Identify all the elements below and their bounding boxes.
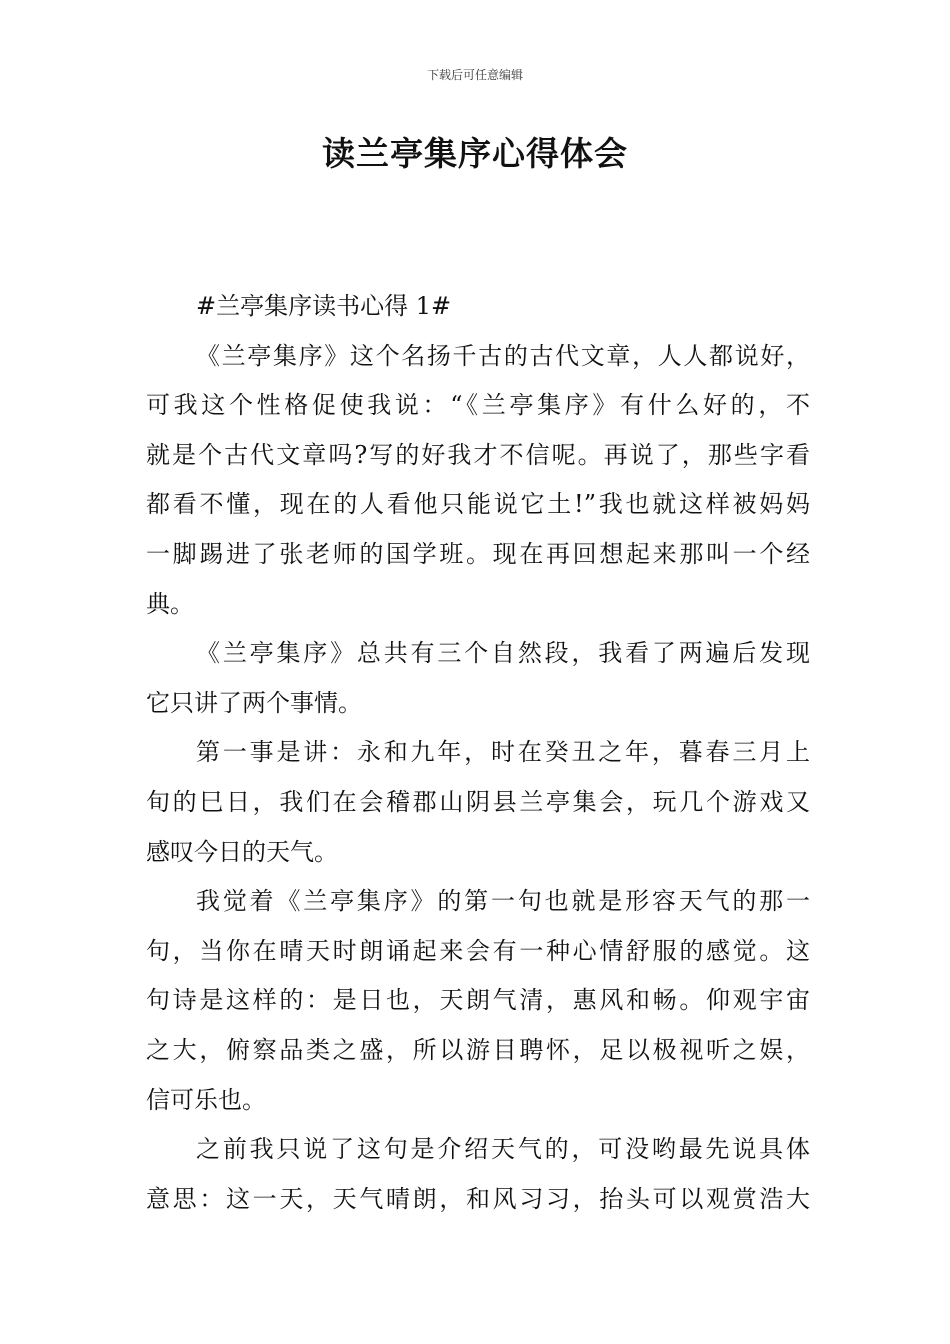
paragraph-line: 意思：这一天，天气晴朗，和风习习，抬头可以观赏浩大 — [146, 1184, 810, 1213]
document-body — [146, 282, 810, 1224]
paragraph-line: 信可乐也。 — [146, 1085, 266, 1114]
paragraph-line: 感叹今日的天气。 — [146, 837, 338, 866]
paragraph-line: 一脚踢进了张老师的国学班。现在再回想起来那叫一个经 — [146, 539, 810, 568]
paragraph-line: 典。 — [146, 589, 194, 618]
page-title: 读兰亭集序心得体会 — [322, 134, 628, 173]
header-note: 下载后可任意编辑 — [426, 68, 523, 82]
paragraph — [146, 1125, 810, 1224]
paragraph — [146, 877, 810, 1125]
paragraph-line: 都看不懂，现在的人看他只能说它土!”我也就这样被妈妈 — [146, 490, 810, 519]
paragraph — [146, 728, 810, 877]
paragraph-line: 之大，俯察品类之盛，所以游目聘怀，足以极视听之娱， — [146, 1035, 810, 1064]
section-heading: #兰亭集序读书心得 1# — [196, 292, 452, 320]
paragraph-line: 第一事是讲：永和九年，时在癸丑之年，暮春三月上 — [196, 738, 810, 767]
paragraph-line: 《兰亭集序》总共有三个自然段，我看了两遍后发现 — [196, 639, 810, 668]
paragraph-line: 旬的巳日，我们在会稽郡山阴县兰亭集会，玩几个游戏又 — [146, 787, 810, 816]
paragraph-line: 我觉着《兰亭集序》的第一句也就是形容天气的那一 — [196, 887, 810, 916]
paragraph-line: 之前我只说了这句是介绍天气的，可没哟最先说具体 — [196, 1135, 810, 1164]
paragraph-line: 就是个古代文章吗?写的好我才不信呢。再说了，那些字看 — [146, 440, 810, 469]
paragraph-line: 它只讲了两个事情。 — [146, 688, 362, 717]
paragraph-line: 句诗是这样的：是日也，天朗气清，惠风和畅。仰观宇宙 — [146, 986, 810, 1015]
paragraph-line: 可我这个性格促使我说：“《兰亭集序》有什么好的，不 — [146, 391, 810, 420]
paragraph — [146, 332, 810, 630]
paragraph-line: 《兰亭集序》这个名扬千古的古代文章，人人都说好， — [196, 341, 810, 370]
paragraph — [146, 629, 810, 728]
paragraph-line: 句，当你在晴天时朗诵起来会有一种心情舒服的感觉。这 — [146, 936, 810, 965]
